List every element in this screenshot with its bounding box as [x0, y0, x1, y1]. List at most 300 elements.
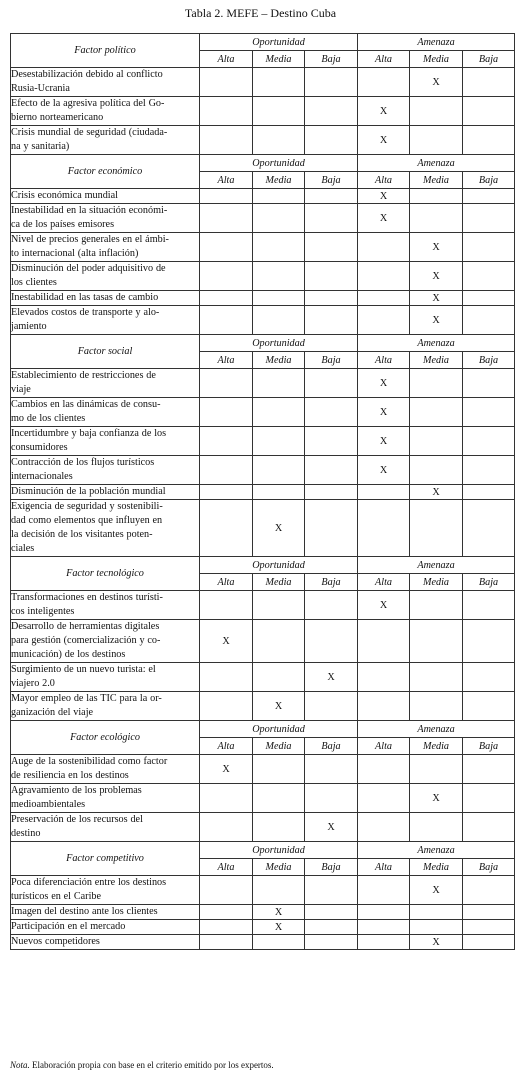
threat-heading: Amenaza [358, 721, 515, 738]
rating-cell [410, 500, 463, 557]
factor-item-line: Participación en el mercado [11, 921, 126, 932]
rating-cell [358, 755, 410, 784]
factor-item-line: Crisis económica mundial [11, 190, 118, 201]
rating-cell [463, 204, 515, 233]
rating-cell [200, 500, 253, 557]
rating-cell [305, 97, 358, 126]
rating-cell [358, 233, 410, 262]
rating-cell [358, 68, 410, 97]
rating-cell [200, 262, 253, 291]
factor-item-label [11, 876, 200, 905]
rating-cell [305, 204, 358, 233]
opportunity-heading: Oportunidad [200, 842, 358, 859]
rating-mark: X [253, 905, 305, 920]
rating-cell [253, 68, 305, 97]
rating-cell [463, 920, 515, 935]
level-heading: Alta [358, 51, 410, 68]
rating-cell [410, 905, 463, 920]
rating-cell [358, 485, 410, 500]
rating-cell [358, 262, 410, 291]
rating-cell [463, 126, 515, 155]
level-heading: Baja [305, 574, 358, 591]
factor-item-line: Desarrollo de herramientas digitales [11, 621, 160, 632]
rating-cell [253, 620, 305, 663]
note-label: Nota. [10, 1060, 30, 1070]
mefe-table [10, 33, 515, 950]
rating-cell [200, 369, 253, 398]
factor-item-label [11, 663, 200, 692]
rating-cell [305, 620, 358, 663]
factor-item-label [11, 398, 200, 427]
rating-cell [410, 204, 463, 233]
table-title: Tabla 2. MEFE – Destino Cuba [184, 6, 337, 20]
factor-item-label [11, 500, 200, 557]
table-row [11, 755, 515, 784]
factor-item-line: Inestabilidad en la situación económi- [11, 205, 168, 216]
factor-item-line: to internacional (alta inflación) [11, 248, 139, 259]
rating-cell [253, 369, 305, 398]
rating-mark: X [358, 456, 410, 485]
level-heading: Alta [358, 172, 410, 189]
rating-mark: X [358, 97, 410, 126]
level-heading: Alta [200, 172, 253, 189]
rating-cell [200, 204, 253, 233]
rating-cell [305, 905, 358, 920]
rating-cell [358, 663, 410, 692]
level-heading: Baja [463, 172, 515, 189]
rating-cell [305, 189, 358, 204]
factor-item-line: viaje [11, 384, 31, 395]
factor-item-line: Elevados costos de transporte y alo- [11, 307, 160, 318]
factor-heading: Factor competitivo [11, 842, 200, 876]
rating-cell [410, 920, 463, 935]
factor-item-line: Surgimiento de un nuevo turista: el [11, 664, 156, 675]
rating-cell [463, 905, 515, 920]
rating-cell [463, 189, 515, 204]
rating-cell [410, 755, 463, 784]
factor-item-label [11, 813, 200, 842]
rating-cell [253, 262, 305, 291]
rating-cell [463, 935, 515, 950]
rating-cell [305, 291, 358, 306]
rating-cell [253, 427, 305, 456]
rating-cell [305, 398, 358, 427]
rating-cell [253, 189, 305, 204]
factor-item-line: Nuevos competidores [11, 936, 100, 947]
factor-item-line: viajero 2.0 [11, 678, 55, 689]
rating-mark: X [358, 126, 410, 155]
factor-item-label [11, 68, 200, 97]
rating-mark: X [358, 369, 410, 398]
section-header-row [11, 34, 515, 51]
level-heading: Baja [463, 574, 515, 591]
rating-cell [463, 68, 515, 97]
factor-item-line: Imagen del destino ante los clientes [11, 906, 158, 917]
factor-item-line: Transformaciones en destinos turísti- [11, 592, 163, 603]
section-header-row [11, 335, 515, 352]
factor-item-line: ciales [11, 543, 35, 554]
factor-item-line: ganización del viaje [11, 707, 94, 718]
factor-item-label [11, 905, 200, 920]
rating-cell [253, 97, 305, 126]
factor-heading: Factor económico [11, 155, 200, 189]
factor-item-line: mo de los clientes [11, 413, 86, 424]
level-heading: Alta [200, 859, 253, 876]
table-row [11, 876, 515, 905]
rating-cell [200, 126, 253, 155]
factor-item-label [11, 920, 200, 935]
rating-cell [253, 663, 305, 692]
rating-cell [463, 813, 515, 842]
rating-mark: X [410, 784, 463, 813]
rating-cell [410, 591, 463, 620]
rating-mark: X [358, 427, 410, 456]
level-heading: Media [253, 859, 305, 876]
rating-cell [463, 755, 515, 784]
factor-heading: Factor tecnológico [11, 557, 200, 591]
rating-cell [410, 126, 463, 155]
rating-cell [305, 591, 358, 620]
factor-heading: Factor social [11, 335, 200, 369]
rating-mark: X [200, 620, 253, 663]
threat-heading: Amenaza [358, 155, 515, 172]
factor-item-label [11, 204, 200, 233]
rating-cell [200, 427, 253, 456]
rating-cell [410, 692, 463, 721]
table-body [11, 34, 515, 950]
level-heading: Media [410, 738, 463, 755]
table-row [11, 456, 515, 485]
rating-cell [200, 485, 253, 500]
factor-item-line: Crisis mundial de seguridad (ciudada- [11, 127, 168, 138]
rating-cell [305, 692, 358, 721]
rating-cell [200, 784, 253, 813]
rating-cell [463, 692, 515, 721]
rating-cell [253, 935, 305, 950]
level-heading: Baja [463, 859, 515, 876]
level-heading: Media [253, 574, 305, 591]
rating-cell [305, 369, 358, 398]
rating-cell [463, 398, 515, 427]
factor-item-line: bierno norteamericano [11, 112, 104, 123]
factor-item-line: Mayor empleo de las TIC para la or- [11, 693, 162, 704]
section-header-row [11, 721, 515, 738]
level-heading: Media [410, 574, 463, 591]
rating-cell [253, 876, 305, 905]
table-row [11, 427, 515, 456]
rating-mark: X [358, 204, 410, 233]
rating-mark: X [410, 233, 463, 262]
factor-item-label [11, 620, 200, 663]
rating-mark: X [410, 291, 463, 306]
table-row [11, 306, 515, 335]
rating-cell [253, 306, 305, 335]
rating-cell [410, 620, 463, 663]
table-note [10, 1060, 274, 1071]
factor-heading: Factor ecológico [11, 721, 200, 755]
rating-cell [200, 456, 253, 485]
table-row [11, 920, 515, 935]
rating-cell [463, 485, 515, 500]
rating-cell [200, 233, 253, 262]
rating-cell [200, 291, 253, 306]
factor-item-label [11, 126, 200, 155]
opportunity-heading: Oportunidad [200, 335, 358, 352]
rating-cell [305, 935, 358, 950]
opportunity-heading: Oportunidad [200, 155, 358, 172]
factor-item-line: destino [11, 828, 41, 839]
factor-item-line: municación) de los destinos [11, 649, 126, 660]
rating-cell [358, 291, 410, 306]
section-header-row [11, 842, 515, 859]
factor-item-label [11, 755, 200, 784]
table-row [11, 663, 515, 692]
rating-cell [253, 233, 305, 262]
rating-mark: X [200, 755, 253, 784]
rating-cell [305, 427, 358, 456]
factor-item-line: medioambientales [11, 799, 86, 810]
rating-mark: X [253, 692, 305, 721]
factor-item-label [11, 262, 200, 291]
rating-mark: X [410, 935, 463, 950]
table-row [11, 204, 515, 233]
table-row [11, 500, 515, 557]
rating-cell [463, 427, 515, 456]
level-heading: Media [253, 352, 305, 369]
rating-cell [358, 500, 410, 557]
rating-cell [200, 591, 253, 620]
factor-item-line: los clientes [11, 277, 57, 288]
factor-item-line: Nivel de precios generales en el ámbi- [11, 234, 169, 245]
rating-cell [358, 935, 410, 950]
factor-item-line: Auge de la sostenibilidad como factor [11, 756, 168, 767]
rating-mark: X [410, 485, 463, 500]
rating-cell [410, 813, 463, 842]
rating-cell [410, 398, 463, 427]
table-row [11, 692, 515, 721]
factor-heading: Factor político [11, 34, 200, 68]
level-heading: Baja [305, 352, 358, 369]
factor-item-line: de resiliencia en los destinos [11, 770, 129, 781]
rating-cell [463, 97, 515, 126]
factor-item-label [11, 591, 200, 620]
factor-item-label [11, 291, 200, 306]
factor-item-label [11, 233, 200, 262]
factor-item-line: Rusia-Ucrania [11, 83, 70, 94]
factor-item-label [11, 784, 200, 813]
table-row [11, 262, 515, 291]
rating-mark: X [410, 876, 463, 905]
rating-cell [305, 233, 358, 262]
rating-cell [200, 97, 253, 126]
level-heading: Media [410, 859, 463, 876]
rating-cell [253, 126, 305, 155]
threat-heading: Amenaza [358, 335, 515, 352]
rating-cell [410, 97, 463, 126]
factor-item-line: jamiento [11, 321, 47, 332]
table-row [11, 97, 515, 126]
rating-cell [305, 456, 358, 485]
rating-cell [463, 663, 515, 692]
rating-cell [253, 591, 305, 620]
rating-cell [200, 692, 253, 721]
factor-item-line: Disminución del poder adquisitivo de [11, 263, 166, 274]
factor-item-line: ca de los países emisores [11, 219, 115, 230]
rating-cell [358, 692, 410, 721]
factor-item-label [11, 189, 200, 204]
factor-item-label [11, 456, 200, 485]
level-heading: Alta [358, 574, 410, 591]
factor-item-line: na y sanitaria) [11, 141, 70, 152]
factor-item-line: Efecto de la agresiva política del Go- [11, 98, 165, 109]
rating-cell [305, 784, 358, 813]
note-text: Elaboración propia con base en el criterio emitido por los expertos. [32, 1060, 274, 1070]
rating-cell [200, 935, 253, 950]
table-row [11, 784, 515, 813]
factor-item-label [11, 427, 200, 456]
rating-cell [463, 876, 515, 905]
factor-item-line: Agravamiento de los problemas [11, 785, 142, 796]
rating-mark: X [253, 500, 305, 557]
rating-cell [253, 755, 305, 784]
section-header-row [11, 155, 515, 172]
rating-cell [253, 813, 305, 842]
rating-mark: X [358, 398, 410, 427]
rating-mark: X [305, 813, 358, 842]
level-heading: Media [253, 172, 305, 189]
rating-cell [253, 456, 305, 485]
rating-cell [305, 876, 358, 905]
rating-cell [200, 663, 253, 692]
factor-item-line: Contracción de los flujos turísticos [11, 457, 155, 468]
level-heading: Media [410, 172, 463, 189]
table-row [11, 291, 515, 306]
rating-cell [358, 813, 410, 842]
level-heading: Alta [358, 352, 410, 369]
factor-item-line: Disminución de la población mundial [11, 486, 166, 497]
rating-cell [410, 369, 463, 398]
level-heading: Baja [463, 352, 515, 369]
opportunity-heading: Oportunidad [200, 34, 358, 51]
level-heading: Baja [463, 738, 515, 755]
rating-cell [463, 262, 515, 291]
threat-heading: Amenaza [358, 34, 515, 51]
rating-cell [358, 905, 410, 920]
rating-cell [305, 68, 358, 97]
rating-cell [253, 291, 305, 306]
level-heading: Alta [200, 352, 253, 369]
rating-cell [200, 306, 253, 335]
level-heading: Media [253, 51, 305, 68]
level-heading: Alta [200, 574, 253, 591]
rating-cell [305, 126, 358, 155]
rating-mark: X [305, 663, 358, 692]
rating-mark: X [410, 306, 463, 335]
rating-cell [305, 262, 358, 291]
level-heading: Baja [305, 859, 358, 876]
rating-cell [463, 369, 515, 398]
level-heading: Alta [358, 738, 410, 755]
factor-item-line: Cambios en las dinámicas de consu- [11, 399, 161, 410]
level-heading: Alta [200, 51, 253, 68]
rating-cell [200, 813, 253, 842]
factor-item-label [11, 97, 200, 126]
table-row [11, 126, 515, 155]
table-row [11, 189, 515, 204]
factor-item-line: dad como elementos que influyen en [11, 515, 163, 526]
level-heading: Baja [305, 738, 358, 755]
rating-cell [463, 784, 515, 813]
rating-cell [463, 456, 515, 485]
rating-mark: X [358, 591, 410, 620]
factor-item-line: turísticos en el Caribe [11, 891, 102, 902]
factor-item-line: internacionales [11, 471, 73, 482]
rating-cell [410, 427, 463, 456]
rating-mark: X [410, 68, 463, 97]
rating-cell [305, 306, 358, 335]
factor-item-label [11, 306, 200, 335]
rating-cell [200, 398, 253, 427]
table-row [11, 935, 515, 950]
rating-cell [200, 189, 253, 204]
table-row [11, 68, 515, 97]
rating-cell [463, 306, 515, 335]
rating-cell [200, 920, 253, 935]
factor-item-line: Incertidumbre y baja confianza de los [11, 428, 167, 439]
rating-cell [463, 591, 515, 620]
rating-cell [305, 485, 358, 500]
level-heading: Alta [200, 738, 253, 755]
table-row [11, 905, 515, 920]
factor-item-line: Inestabilidad en las tasas de cambio [11, 292, 159, 303]
rating-cell [253, 485, 305, 500]
rating-cell [358, 306, 410, 335]
table-row [11, 233, 515, 262]
rating-cell [200, 876, 253, 905]
factor-item-line: Exigencia de seguridad y sostenibili- [11, 501, 163, 512]
rating-cell [305, 920, 358, 935]
table-row [11, 398, 515, 427]
table-row [11, 813, 515, 842]
level-heading: Alta [358, 859, 410, 876]
threat-heading: Amenaza [358, 557, 515, 574]
rating-cell [358, 784, 410, 813]
table-row [11, 620, 515, 663]
level-heading: Media [410, 51, 463, 68]
level-heading: Media [410, 352, 463, 369]
level-heading: Baja [305, 51, 358, 68]
rating-cell [410, 663, 463, 692]
rating-cell [200, 905, 253, 920]
factor-item-label [11, 935, 200, 950]
rating-cell [253, 398, 305, 427]
rating-cell [305, 500, 358, 557]
level-heading: Media [253, 738, 305, 755]
rating-cell [358, 876, 410, 905]
rating-cell [463, 500, 515, 557]
factor-item-line: la decisión de los visitantes poten- [11, 529, 153, 540]
rating-mark: X [410, 262, 463, 291]
rating-mark: X [358, 189, 410, 204]
factor-item-line: Poca diferenciación entre los destinos [11, 877, 167, 888]
factor-item-line: Preservación de los recursos del [11, 814, 143, 825]
rating-mark: X [253, 920, 305, 935]
factor-item-line: consumidores [11, 442, 68, 453]
factor-item-line: para gestión (comercialización y co- [11, 635, 161, 646]
factor-item-line: Establecimiento de restricciones de [11, 370, 156, 381]
rating-cell [358, 920, 410, 935]
level-heading: Baja [305, 172, 358, 189]
